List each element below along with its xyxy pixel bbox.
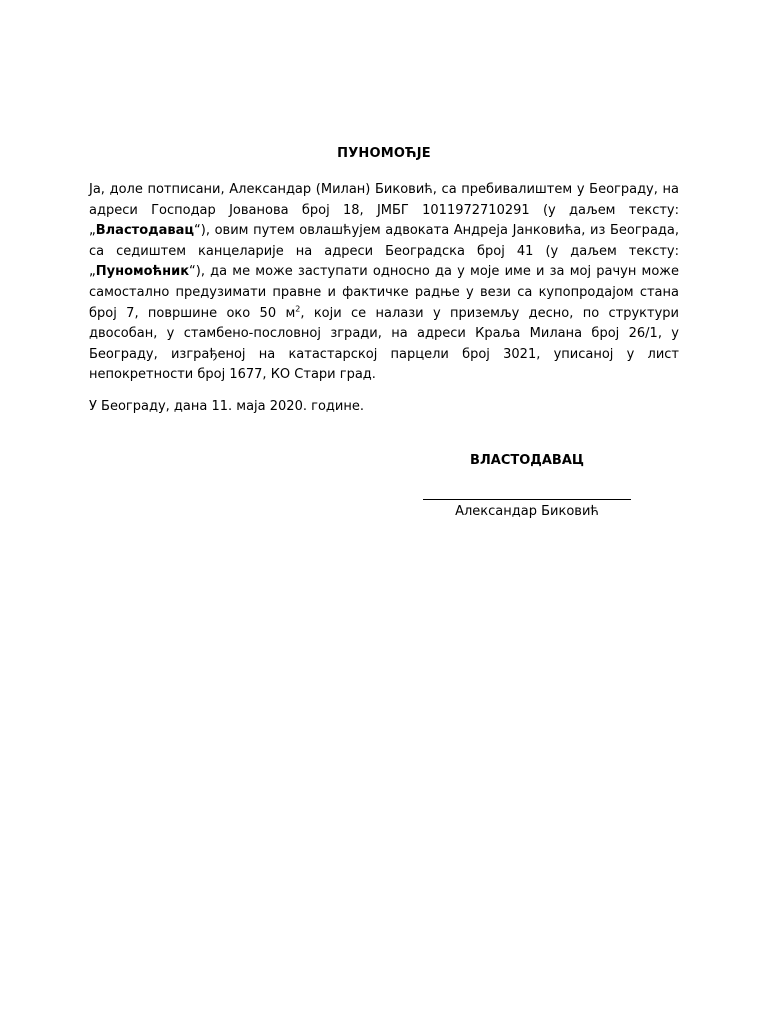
signature-block — [422, 451, 632, 522]
area-superscript: 2 — [295, 304, 301, 314]
paragraph-text-part-2: “), овим путем овлашћујем адвоката Андреја Јанковића, из Београда, са седиштем канцеларије на адреси Београдска број 41 (у даљем тексту: „ — [89, 223, 679, 280]
signatory-name: Александар Биковић — [455, 504, 599, 519]
signature-line — [423, 499, 631, 500]
place-and-date: У Београду, дана 11. маја 2020. године. — [89, 399, 364, 414]
paragraph-text-part-3: “), да ме може заступати односно да у моје име и за мој рачун може самостално предузимати правне и фактичке радње у вези са купопродајом стана број 7, површине око 50 м — [89, 264, 679, 321]
document-body-paragraph — [89, 180, 679, 386]
signature-role: ВЛАСТОДАВАЦ — [470, 453, 584, 468]
paragraph-text-part-1: Ја, доле потписани, Александар (Милан) Биковић, са пребивалиштем у Београду, на адреси Господар Јованова број 18, ЈМБГ 1011972710291 (у даљем тексту: „ — [89, 182, 679, 239]
document-title: ПУНОМОЋЈЕ — [337, 146, 431, 161]
principal-term: Властодавац — [95, 223, 195, 239]
paragraph-text-part-4: , који се налази у приземљу десно, по структури двособан, у стамбено-пословној згради, на адреси Краља Милана број 26/1, у Београду, изграђеној на катастарској парцели број 3021, уписаној у лист непокретности број 1677, КО Стари град. — [89, 305, 679, 383]
attorney-term: Пуномоћник — [95, 264, 190, 280]
